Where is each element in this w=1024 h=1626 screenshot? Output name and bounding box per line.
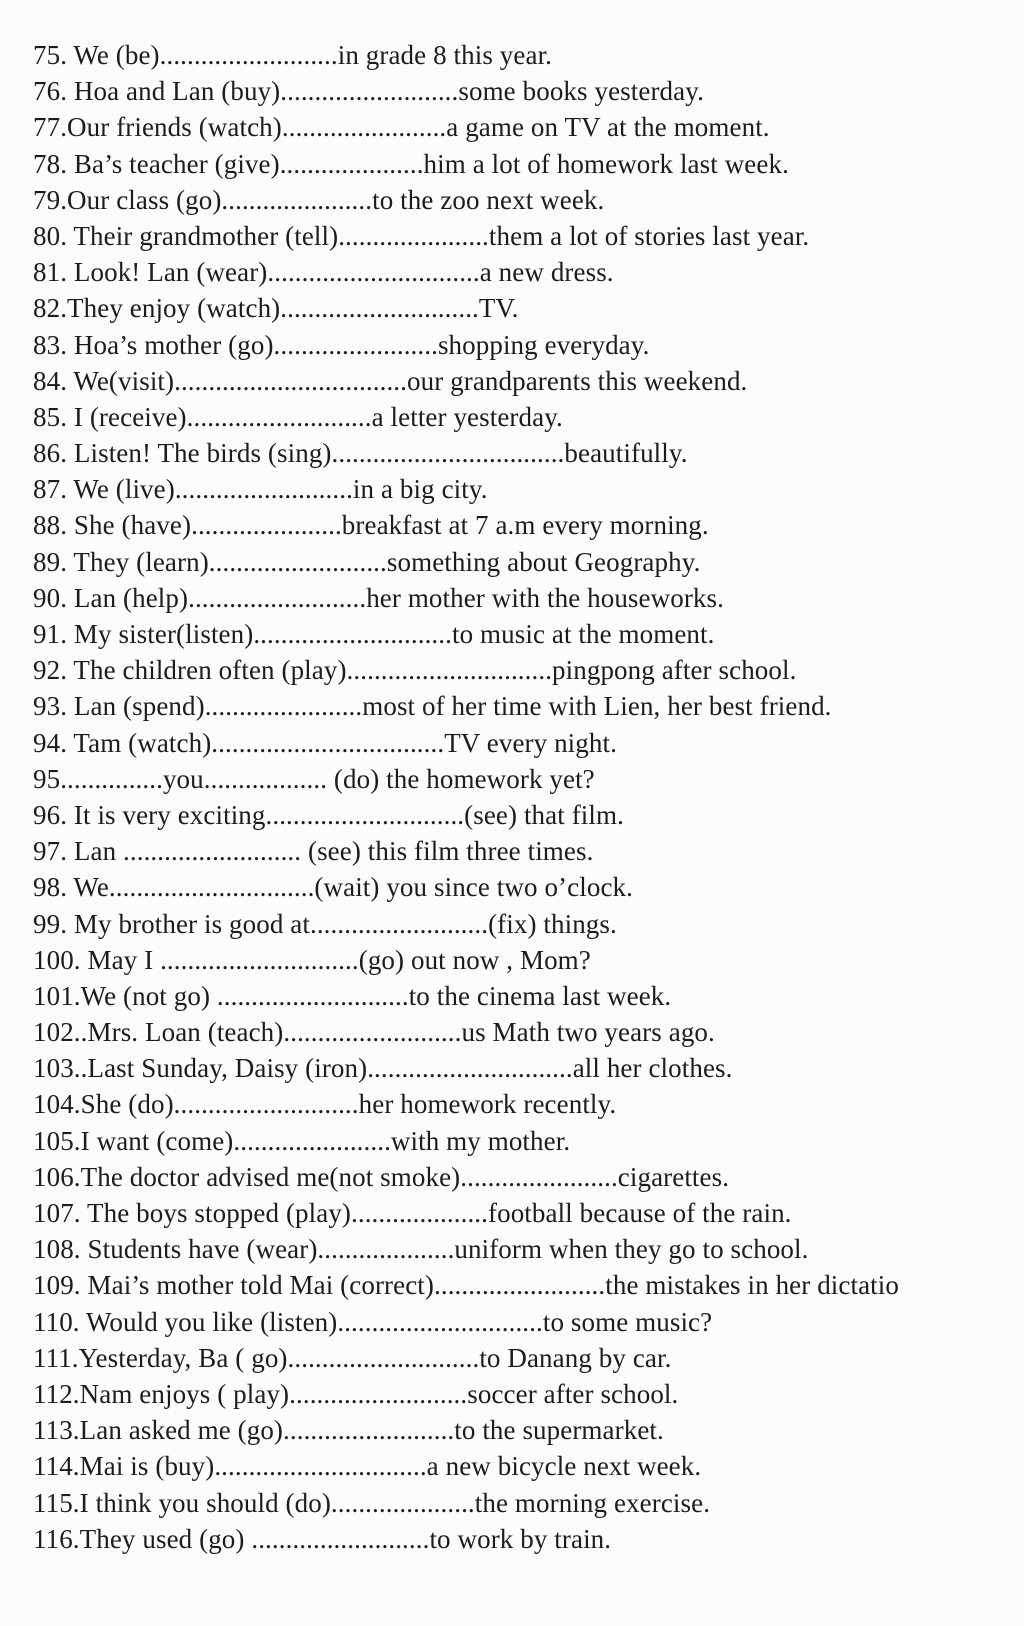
exercise-item-86: 86. Listen! The birds (sing)..................................beautifully.	[33, 438, 688, 469]
exercise-item-112: 112.Nam enjoys ( play)..........................soccer after school.	[33, 1378, 679, 1409]
exercise-item-98: 98. We..............................(wait) you since two o’clock.	[33, 872, 633, 903]
exercise-item-77: 77.Our friends (watch)........................a game on TV at the moment.	[33, 112, 770, 143]
exercise-item-79: 79.Our class (go)......................to the zoo next week.	[33, 184, 605, 215]
exercise-item-115: 115.I think you should (do).....................the morning exercise.	[33, 1487, 711, 1518]
exercise-item-103: 103..Last Sunday, Daisy (iron)..............................all her clothes.	[33, 1053, 733, 1084]
exercise-item-104: 104.She (do)...........................her homework recently.	[33, 1089, 617, 1120]
exercise-item-99: 99. My brother is good at..........................(fix) things.	[33, 908, 617, 939]
exercise-item-106: 106.The doctor advised me(not smoke).......................cigarettes.	[33, 1161, 730, 1192]
exercise-item-84: 84. We(visit)..................................our grandparents this weekend.	[33, 365, 748, 396]
exercise-item-83: 83. Hoa’s mother (go)........................shopping everyday.	[33, 329, 650, 360]
exercise-item-107: 107. The boys stopped (play)....................football because of the rain.	[33, 1198, 792, 1228]
exercise-item-90: 90. Lan (help)..........................her mother with the houseworks.	[33, 582, 724, 613]
exercise-item-114: 114.Mai is (buy)...............................a new bicycle next week.	[33, 1451, 702, 1482]
exercise-item-93: 93. Lan (spend).......................most of her time with Lien, her best friend.	[33, 691, 832, 722]
exercise-item-94: 94. Tam (watch)..................................TV every night.	[33, 727, 617, 758]
exercise-item-113: 113.Lan asked me (go).........................to the supermarket.	[33, 1415, 664, 1446]
exercise-item-85: 85. I (receive)...........................a letter yesterday.	[33, 401, 563, 432]
exercise-item-101: 101.We (not go) ............................to the cinema last week.	[33, 980, 672, 1011]
exercise-item-88: 88. She (have)......................breakfast at 7 a.m every morning.	[33, 510, 709, 541]
exercise-item-80: 80. Their grandmother (tell)......................them a lot of stories last year.	[33, 220, 810, 251]
exercise-item-95: 95...............you.................. (do) the homework yet?	[33, 763, 595, 794]
exercise-item-110: 110. Would you like (listen)..............................to some music?	[33, 1306, 713, 1337]
exercise-item-102: 102..Mrs. Loan (teach)..........................us Math two years ago.	[33, 1017, 715, 1048]
exercise-item-105: 105.I want (come).......................with my mother.	[33, 1125, 571, 1156]
exercise-item-75: 75. We (be)..........................in grade 8 this year.	[33, 40, 553, 70]
exercise-item-76: 76. Hoa and Lan (buy)..........................some books yesterday.	[33, 76, 704, 107]
exercise-item-81: 81. Look! Lan (wear)...............................a new dress.	[33, 257, 614, 288]
exercise-list	[33, 37, 1024, 1557]
exercise-item-116: 116.They used (go) ..........................to work by train.	[33, 1523, 612, 1554]
exercise-item-108: 108. Students have (wear)....................uniform when they go to school.	[33, 1234, 809, 1265]
exercise-item-109: 109. Mai’s mother told Mai (correct).........................the mistakes in her dictatio	[33, 1270, 899, 1301]
exercise-item-87: 87. We (live)..........................in a big city.	[33, 474, 488, 505]
exercise-item-96: 96. It is very exciting.............................(see) that film.	[33, 799, 624, 830]
exercise-item-89: 89. They (learn)..........................something about Geography.	[33, 546, 701, 577]
exercise-item-97: 97. Lan .......................... (see) this film three times.	[33, 836, 594, 867]
exercise-item-82: 82.They enjoy (watch).............................TV.	[33, 293, 519, 324]
exercise-item-111: 111.Yesterday, Ba ( go)............................to Danang by car.	[33, 1342, 672, 1373]
exercise-item-100: 100. May I .............................(go) out now , Mom?	[33, 944, 591, 975]
exercise-item-78: 78. Ba’s teacher (give).....................him a lot of homework last week.	[33, 148, 789, 179]
exercise-item-92: 92. The children often (play)..............................pingpong after school.	[33, 655, 797, 686]
exercise-item-91: 91. My sister(listen).............................to music at the moment.	[33, 619, 715, 649]
